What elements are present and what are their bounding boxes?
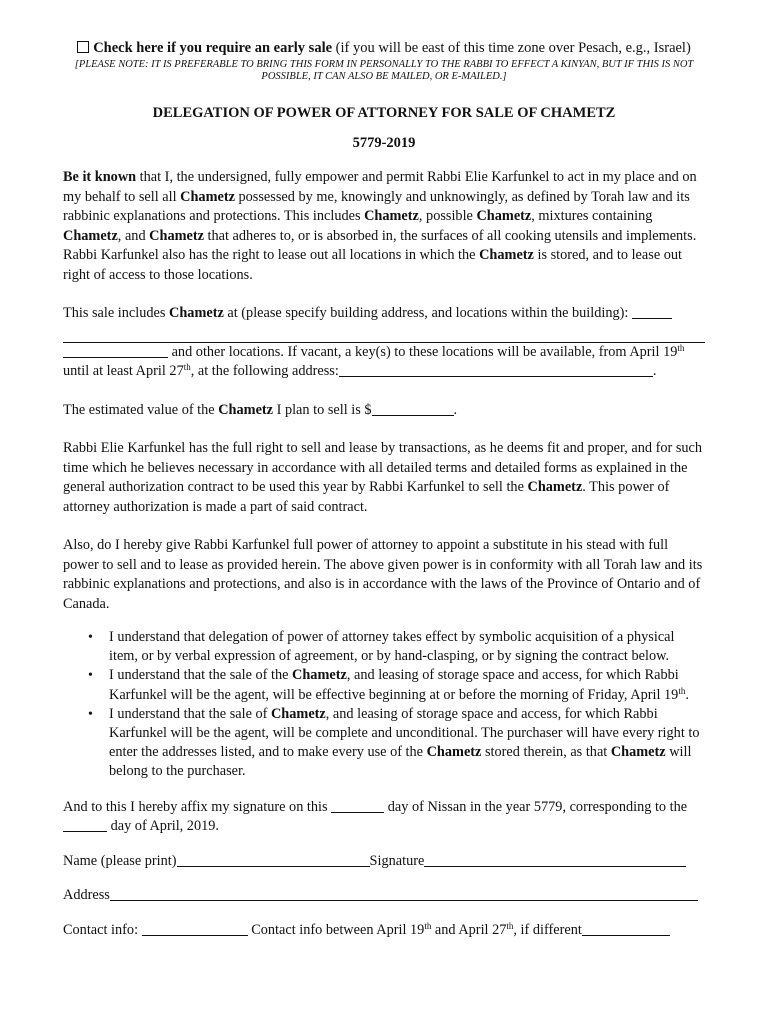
address-field[interactable] <box>110 887 698 901</box>
locations-field-line[interactable] <box>63 324 705 343</box>
name-label: Name (please print) <box>63 852 177 869</box>
april-day-field[interactable] <box>63 818 107 832</box>
locations-field-start[interactable] <box>632 305 672 319</box>
document-title: DELEGATION OF POWER OF ATTORNEY FOR SALE OF CHAMETZ <box>152 105 616 121</box>
document-page <box>63 38 705 940</box>
list-item: • I understand that the sale of Chametz, and leasing of storage space and access, for which Rabbi Karfunkel will be the agent, will be complete and unconditional. The purchaser will have every right to enter the addresses listed, and to make every use of the Chametz stored therein, as that Chametz will belong to the purchaser. <box>63 705 705 782</box>
address-row <box>63 886 705 906</box>
signature-field[interactable] <box>424 853 686 867</box>
list-item: • I understand that the sale of the Chametz, and leasing of storage space and access, for which Rabbi Karfunkel will be the agent, will be effective beginning at or before the morning of Friday, April 19th. <box>63 666 705 704</box>
contact-row: Contact info: Contact info between April 19th and April 27th, if different <box>63 921 705 941</box>
paragraph-estimated-value: The estimated value of the Chametz I plan to sell is $ . <box>63 401 458 418</box>
estimated-value-field[interactable] <box>372 402 454 416</box>
early-sale-checkbox[interactable] <box>77 41 89 53</box>
contact-field[interactable] <box>142 922 248 936</box>
signature-label: Signature <box>369 852 425 869</box>
key-address-field[interactable] <box>339 363 653 377</box>
alt-contact-field[interactable] <box>582 922 670 936</box>
paragraph-affix-signature: And to this I hereby affix my signature on this day of Nissan in the year 5779, corresponding to the day of April, 2019. <box>63 798 688 835</box>
paragraph-be-it-known: Be it known that I, the undersigned, fully empower and permit Rabbi Elie Karfunkel to act in my place and on my behalf to sell all Chametz possessed by me, knowingly and unknowingly, as defined by Torah law and its rabbinic explanations and protections. This includes Chametz, possible Chametz, mixtures containing Chametz, and Chametz that adheres to, or is absorbed in, the surfaces of all cooking utensils and implements. Rabbi Karfunkel also has the right to lease out all locations in which the Chametz is stored, and to lease out right of access to those locations. <box>63 169 697 283</box>
paragraph-full-right: Rabbi Elie Karfunkel has the full right to sell and lease by transactions, as he deems fit and proper, and for such time which he believes necessary in accordance with all detailed terms and detailed forms as explained in the general authorization contract to be used this year by Rabbi Karfunkel to sell the Chametz. This power of attorney authorization is made a part of said contract. <box>63 440 703 515</box>
nissan-day-field[interactable] <box>331 799 384 813</box>
early-sale-label: Check here if you require an early sale <box>93 40 333 56</box>
paragraph-substitute: Also, do I hereby give Rabbi Karfunkel full power of attorney to appoint a substitute in his stead with full power to sell and to lease as provided herein. The above given power is in conformity with all Torah law and its rabbinic explanations and protections, and also is in accordance with the laws of the Province of Ontario and of Canada. <box>63 537 703 612</box>
notice-text: [PLEASE NOTE: IT IS PREFERABLE TO BRING THIS FORM IN PERSONALLY TO THE RABBI TO EFFECT A KINYAN, BUT IF THIS IS NOT POSSIBLE, IT CAN ALSO BE MAILED, OR E-MAILED.] <box>74 59 694 82</box>
name-field[interactable] <box>177 853 370 867</box>
contact-label: Contact info: <box>63 921 142 938</box>
locations-field-end[interactable] <box>63 344 168 358</box>
early-sale-note: (if you will be east of this time zone over Pesach, e.g., Israel) <box>335 40 691 56</box>
name-signature-row <box>63 852 705 872</box>
paragraph-sale-locations: This sale includes Chametz at (please specify building address, and locations within the building): and other locations. If vacant, a key(s) to these locations will be available, from April 19th until at least April 27th, at the following address: . <box>63 304 705 382</box>
document-year: 5779-2019 <box>352 135 416 151</box>
address-label: Address <box>63 887 110 904</box>
list-item: • I understand that delegation of power of attorney takes effect by symbolic acquisition of a physical item, or by verbal expression of agreement, or by hand-clasping, or by signing the contract below. <box>63 628 705 666</box>
understanding-list <box>63 628 705 782</box>
early-sale-row <box>63 38 705 58</box>
